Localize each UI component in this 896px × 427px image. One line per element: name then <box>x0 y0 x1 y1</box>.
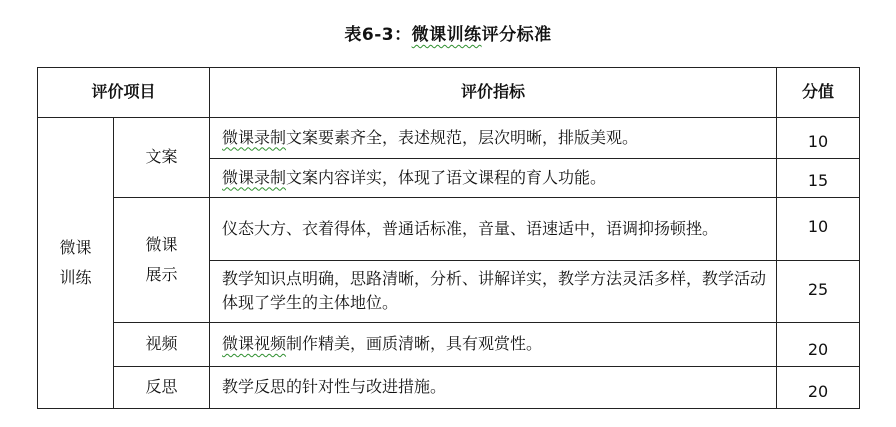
table-row <box>38 198 860 261</box>
criterion-text: 教学知识点明确，思路清晰，分析、讲解详实，教学方法灵活多样，教学活动体现了学生的主体地位。 <box>222 268 767 313</box>
table-row <box>38 118 860 158</box>
score-cell: 10 <box>777 198 860 261</box>
main-category-cell <box>38 118 114 409</box>
criterion-underlined: 微课录制 <box>222 127 287 147</box>
criterion-cell <box>210 118 777 158</box>
sub-category-cell <box>114 198 210 323</box>
sub-category-line1: 微课 <box>145 234 178 254</box>
header-indicator: 评价指标 <box>210 68 777 118</box>
caption-prefix: 表6-3： <box>344 25 412 45</box>
sub-category-cell: 反思 <box>114 366 210 408</box>
header-project: 评价项目 <box>38 68 210 118</box>
criterion-cell <box>210 260 777 323</box>
criterion-underlined: 微课视频 <box>222 334 287 353</box>
criterion-text: 仪态大方、衣着得体，普通话标准，音量、语速适中，语调抑扬顿挫。 <box>222 218 719 238</box>
criterion-text: 教学反思的针对性与改进措施。 <box>222 376 447 396</box>
main-category-line1: 微课 <box>59 237 92 257</box>
scoring-table <box>37 67 860 409</box>
criterion-cell <box>210 158 777 197</box>
score-cell: 10 <box>777 118 860 158</box>
criterion-text: 文案要素齐全，表述规范，层次明晰，排版美观。 <box>286 127 639 147</box>
criterion-text: 制作精美，画质清晰，具有观赏性。 <box>286 334 543 353</box>
table-row <box>38 323 860 366</box>
caption-suffix: 评分标准 <box>481 25 552 45</box>
criterion-cell <box>210 323 777 366</box>
sub-category-cell: 视频 <box>114 323 210 366</box>
table-row <box>38 366 860 408</box>
score-cell: 15 <box>777 158 860 197</box>
criterion-text: 文案内容详实，体现了语文课程的育人功能。 <box>286 167 607 187</box>
criterion-underlined: 微课录制 <box>222 167 287 187</box>
table-caption <box>0 20 896 45</box>
caption-underlined: 微课训练 <box>411 25 482 45</box>
sub-category-line2: 展示 <box>145 265 178 285</box>
sub-category-cell: 文案 <box>114 118 210 198</box>
main-category-line2: 训练 <box>59 268 92 288</box>
criterion-cell <box>210 366 777 408</box>
score-cell: 20 <box>777 323 860 366</box>
table-header-row <box>38 68 860 118</box>
criterion-cell <box>210 198 777 261</box>
score-cell: 20 <box>777 366 860 408</box>
header-score: 分值 <box>777 68 860 118</box>
score-cell: 25 <box>777 260 860 323</box>
